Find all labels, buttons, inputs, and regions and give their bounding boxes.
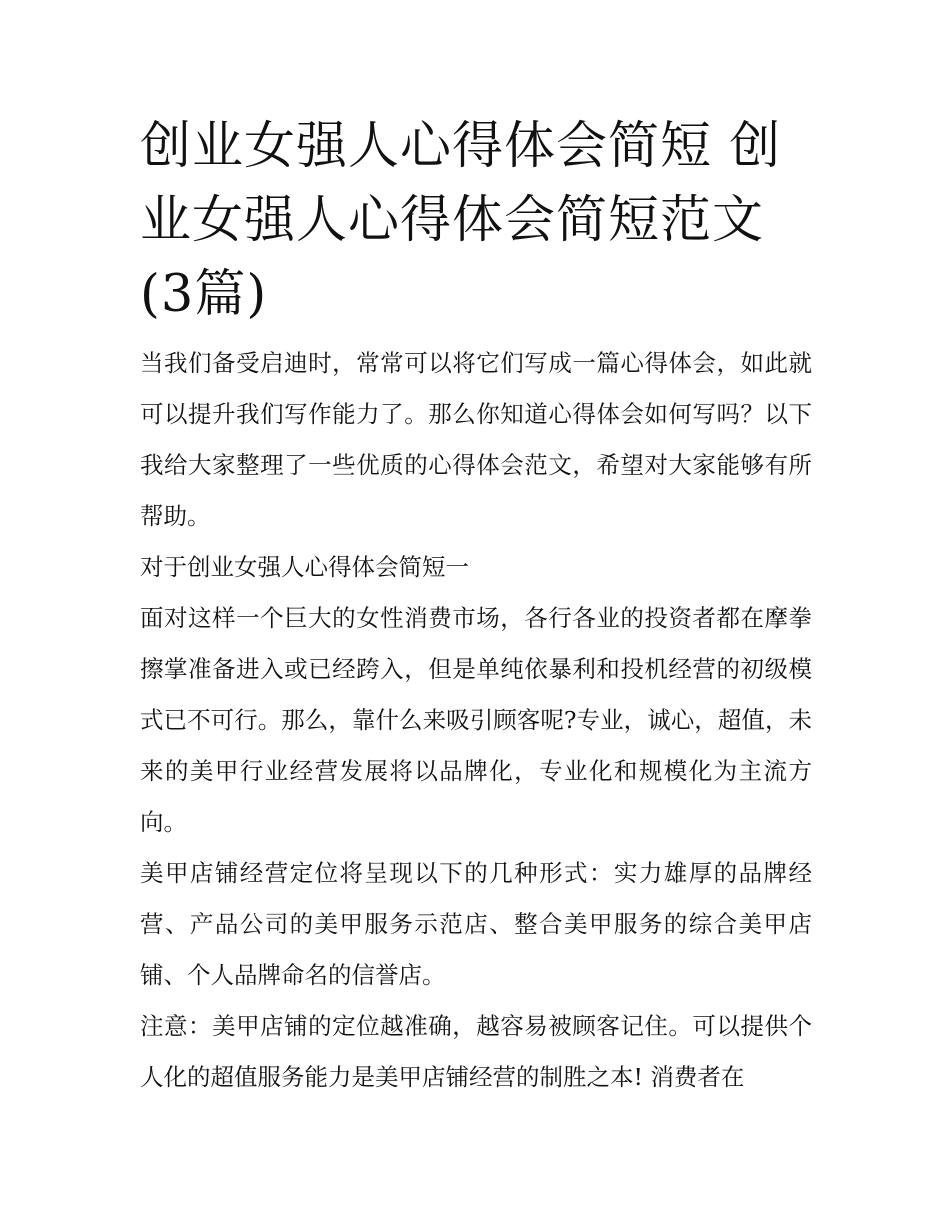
paragraph-intro: 当我们备受启迪时，常常可以将它们写成一篇心得体会，如此就可以提升我们写作能力了。那么你知道心得体会如何写吗？以下我给大家整理了一些优质的心得体会范文，希望对大家能够有所帮助。 [140,349,812,530]
paragraph-positioning: 美甲店铺经营定位将呈现以下的几种形式：实力雄厚的品牌经营、产品公司的美甲服务示范店、整合美甲服务的综合美甲店铺、个人品牌命名的信誉店。 [140,859,812,989]
document-title: 创业女强人心得体会简短 创业女强人心得体会简短范文(3篇) [140,117,782,324]
document-page [140,110,812,1103]
section-heading: 对于创业女强人心得体会简短一 [140,553,469,581]
paragraph-market: 面对这样一个巨大的女性消费市场，各行各业的投资者都在摩拳擦掌准备进入或已经跨入，但是单纯依暴利和投机经营的初级模式已不可行。那么，靠什么来吸引顾客呢?专业，诚心，超值，未来的美甲行业经营发展将以品牌化，专业化和规模化为主流方向。 [140,604,812,836]
paragraph-note: 注意：美甲店铺的定位越准确，越容易被顾客记住。可以提供个人化的超值服务能力是美甲店铺经营的制胜之本! 消费者在 [140,1012,812,1091]
